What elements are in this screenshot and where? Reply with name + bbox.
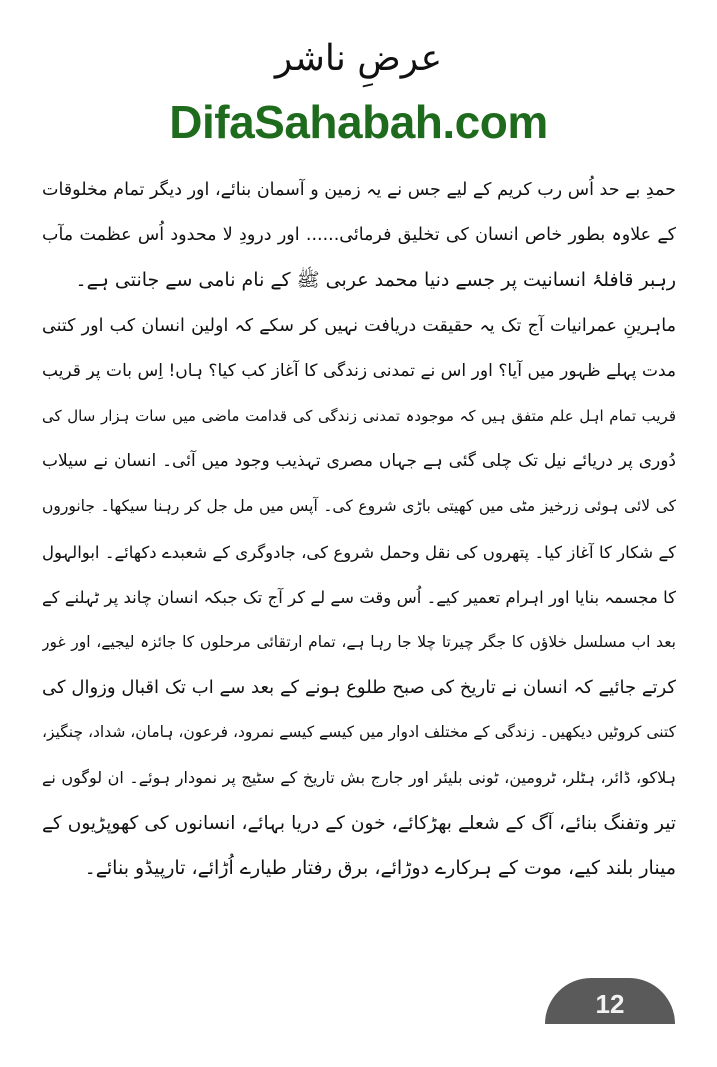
text-line: مدت پہلے ظہور میں آیا؟ اور اس نے تمدنی زندگی کا آغاز کب کیا؟ ہاں! اِس بات پر قریب — [42, 360, 676, 381]
text-line: ماہرینِ عمرانیات آج تک یہ حقیقت دریافت نہیں کر سکے کہ اولین انسان کب اور کتنی — [42, 315, 676, 336]
page-number-badge: 12 — [545, 978, 675, 1024]
text-line: ہلاکو، ڈائر، ہٹلر، ٹرومین، ٹونی بلیئر اور جارج بش تاریخ کے سٹیج پر نمودار ہوئے۔ ان لوگوں نے — [42, 768, 676, 788]
text-line: دُوری پر دریائے نیل تک چلی گئی ہے جہاں مصری تہذیب وجود میں آئی۔ انسان نے سیلاب — [42, 451, 676, 472]
text-line: حمدِ بے حد اُس رب کریم کے لیے جس نے یہ زمین و آسمان بنائے، اور دیگر تمام مخلوقات — [42, 180, 676, 200]
text-line: تیر وتفنگ بنائے، آگ کے شعلے بھڑکائے، خون کے دریا بہائے، انسانوں کی کھوپڑیوں کے — [42, 812, 676, 834]
text-line: رہبر قافلۂ انسانیت پر جسے دنیا محمد عربی ﷺ کے نام نامی سے جانتی ہے۔ — [75, 269, 676, 292]
text-line: کے علاوہ بطور خاص انسان کی تخلیق فرمائی...... اور درودِ لا محدود اُس عظمت مآب — [42, 225, 676, 246]
text-line: بعد اب مسلسل خلاؤں کا جگر چیرتا چلا جا رہا ہے، تمام ارتقائی مرحلوں کا جائزہ لیجیے، اور غور — [42, 632, 676, 651]
page-heading: عرضِ ناشر — [274, 38, 443, 79]
text-line: کی لائی ہوئی زرخیز مٹی میں کھیتی باڑی شروع کی۔ آپس میں مل جل کر رہنا سیکھا۔ جانوروں — [42, 497, 676, 516]
text-line: کے شکار کا آغاز کیا۔ پتھروں کی نقل وحمل شروع کی، جادوگری کے شعبدے دکھائے۔ ابوالہول — [42, 542, 676, 562]
text-line: مینار بلند کیے، موت کے ہرکارے دوڑائے، برق رفتار طیارے اُڑائے، تارپیڈو بنائے۔ — [84, 856, 676, 879]
text-line: کرتے جائیے کہ انسان نے تاریخ کی صبح طلوع ہونے کے بعد سے اب تک اقبال وزوال کی — [42, 677, 676, 699]
body-text — [42, 168, 676, 891]
text-line: قریب تمام اہل علم متفق ہیں کہ موجودہ تمدنی زندگی کی قدامت ماضی میں سات ہزار سال کی — [42, 406, 676, 425]
text-line: کا مجسمہ بنایا اور اہرام تعمیر کیے۔ اُس وقت سے لے کر آج تک جبکہ انسان چاند پر ٹہلنے کے — [42, 587, 676, 607]
website-watermark: DifaSahabah.com — [169, 96, 548, 148]
text-line: کتنی کروٹیں دیکھیں۔ زندگی کے مختلف ادوار میں کیسے کیسے نمرود، فرعون، ہامان، شداد، چنگیز، — [42, 723, 676, 742]
